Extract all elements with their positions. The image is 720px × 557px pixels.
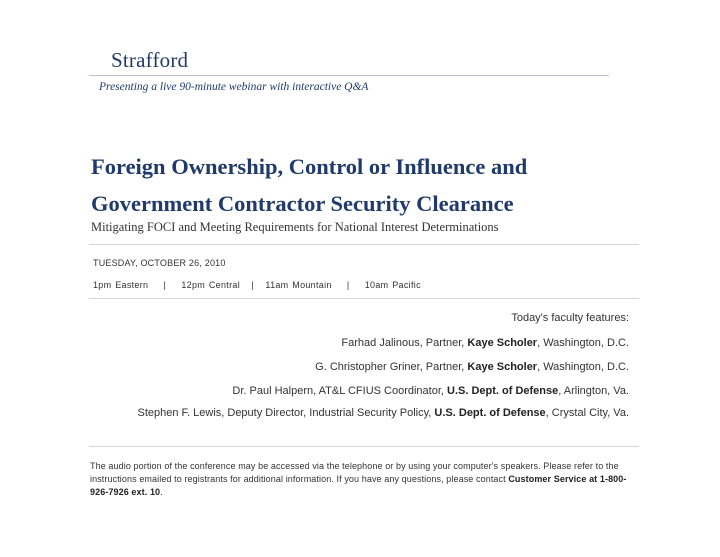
webinar-subtitle: Mitigating FOCI and Meeting Requirements for National Interest Determinations bbox=[91, 220, 499, 234]
strafford-logo: Strafford bbox=[111, 48, 189, 72]
webinar-title bbox=[91, 148, 691, 222]
faculty-member: Stephen F. Lewis, Deputy Director, Industrial Security Policy, U.S. Dept. of Defense, Crystal City, Va. bbox=[137, 407, 629, 419]
section-divider bbox=[89, 446, 639, 447]
title-line-1: Foreign Ownership, Control or Influence and bbox=[91, 154, 528, 179]
title-line-2: Government Contractor Security Clearance bbox=[91, 191, 514, 216]
tagline: Presenting a live 90-minute webinar with interactive Q&A bbox=[99, 81, 369, 93]
faculty-member: G. Christopher Griner, Partner, Kaye Scholer, Washington, D.C. bbox=[315, 361, 629, 373]
audio-instructions: The audio portion of the conference may be accessed via the telephone or by using your computer's speakers. Please refer to the instructions emailed to registrants for additional information. If you have any questions, please contact Customer Service at 1-800-926-7926 ext. 10. bbox=[90, 461, 627, 497]
customer-service-contact: Customer Service at 1-800-926-7926 ext. 10 bbox=[90, 474, 627, 497]
section-divider bbox=[89, 298, 639, 299]
webinar-times: 1pm Eastern | 12pm Central | 11am Mountain | 10am Pacific bbox=[93, 280, 421, 290]
faculty-member: Farhad Jalinous, Partner, Kaye Scholer, Washington, D.C. bbox=[341, 337, 629, 349]
faculty-heading: Today's faculty features: bbox=[511, 312, 629, 324]
faculty-member: Dr. Paul Halpern, AT&L CFIUS Coordinator, U.S. Dept. of Defense, Arlington, Va. bbox=[232, 385, 629, 397]
header-divider bbox=[89, 75, 609, 76]
section-divider bbox=[89, 244, 639, 245]
webinar-date: TUESDAY, OCTOBER 26, 2010 bbox=[93, 258, 226, 268]
